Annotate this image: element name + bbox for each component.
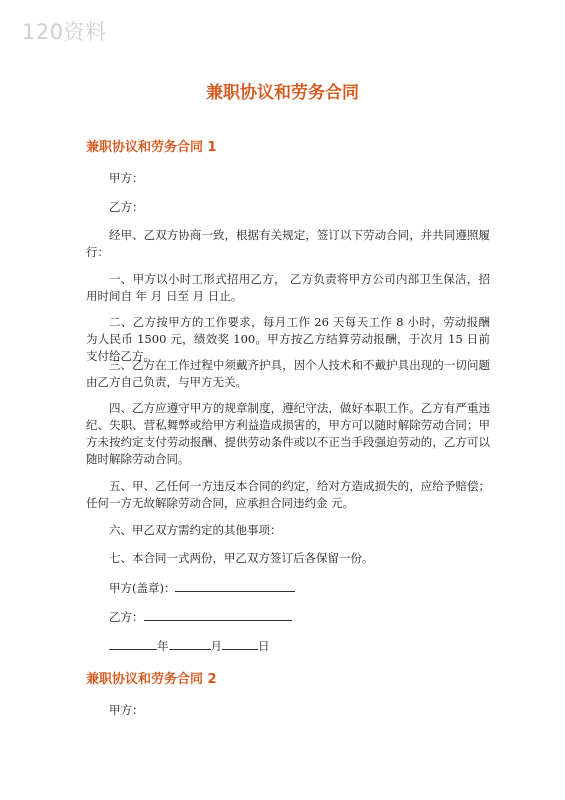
signature-party-b-label: 乙方： — [109, 610, 144, 624]
clause-7: 七、本合同一式两份，甲乙双方签订后各保留一份。 — [109, 551, 374, 565]
clause-3: 三、乙方在工作过程中须戴齐护具，因个人技术和不戴护具出现的一切问题由乙方自己负责，与甲方无关。 — [86, 358, 490, 389]
date-year-blank — [109, 638, 157, 650]
party-b-label: 乙方： — [109, 200, 144, 214]
section-1-heading: 兼职协议和劳务合同 1 — [86, 140, 217, 155]
signature-party-a-blank — [175, 580, 295, 592]
date-month-label: 月 — [210, 639, 222, 653]
date-year-label: 年 — [157, 639, 169, 653]
signature-party-a-label: 甲方(盖章)： — [109, 581, 176, 595]
date-day-label: 日 — [258, 639, 270, 653]
intro-paragraph: 经甲、乙双方协商一致，根据有关规定，签订以下劳动合同，并共同遵照履行： — [86, 228, 490, 259]
section-2-party-a-label: 甲方： — [109, 703, 144, 717]
clause-5: 五、甲、乙任何一方违反本合同的约定，给对方造成损失的，应给予赔偿；任何一方无故解除劳动合同，应承担合同违约金 元。 — [86, 479, 490, 510]
party-a-label: 甲方： — [109, 171, 144, 185]
clause-2: 二、乙方按甲方的工作要求，每月工作 26 天每天工作 8 小时，劳动报酬为人民币 1500 元，绩效奖 100。甲方按乙方结算劳动报酬，于次月 15 日前支付给乙方。 — [86, 315, 490, 363]
signature-date — [86, 638, 490, 655]
clause-4: 四、乙方应遵守甲方的规章制度，遵纪守法，做好本职工作。乙方有严重违纪、失职、营私舞弊或给甲方利益造成损害的，甲方可以随时解除劳动合同；甲方未按约定支付劳动报酬、提供劳动条件或以不正当手段强迫劳动的，乙方可以随时解除劳动合同。 — [86, 401, 490, 466]
section-2-heading: 兼职协议和劳务合同 2 — [86, 672, 217, 687]
clause-1: 一、甲方以小时工形式招用乙方， 乙方负责将甲方公司内部卫生保洁，招用时间自 年 月 日至 月 日止。 — [86, 272, 490, 303]
date-month-blank — [169, 638, 211, 650]
signature-party-b — [86, 609, 490, 626]
clause-6: 六、甲乙双方需约定的其他事项： — [109, 523, 282, 537]
date-day-blank — [222, 638, 258, 650]
signature-party-b-blank — [144, 609, 292, 621]
signature-party-a — [86, 580, 490, 597]
document-title: 兼职协议和劳务合同 — [206, 83, 359, 103]
watermark-logo: 120资料 — [22, 20, 107, 44]
